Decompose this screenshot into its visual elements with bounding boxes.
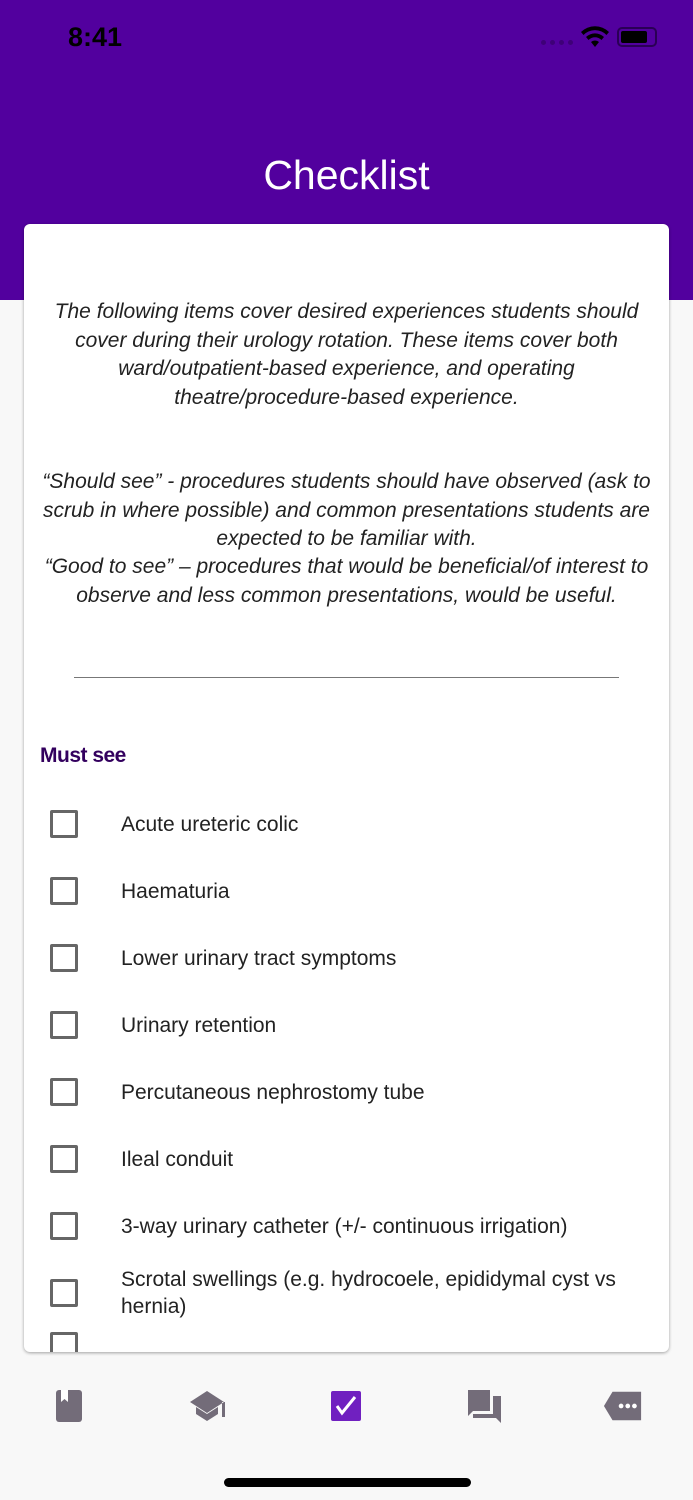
chat-icon: [467, 1389, 503, 1423]
divider: [74, 677, 619, 678]
signal-icon: [541, 40, 573, 45]
section-title: Must see: [40, 744, 126, 767]
more-icon: [603, 1390, 643, 1422]
tab-checklist[interactable]: [326, 1386, 366, 1426]
checkbox[interactable]: [50, 1078, 78, 1106]
checkbox[interactable]: [50, 1279, 78, 1307]
tab-more[interactable]: [603, 1386, 643, 1426]
checkbox[interactable]: [50, 1011, 78, 1039]
tab-discussion[interactable]: [465, 1386, 505, 1426]
checkbox[interactable]: [50, 944, 78, 972]
checklist-item[interactable]: [24, 861, 669, 921]
wifi-icon: [581, 26, 609, 48]
checklist-item-label: 3-way urinary catheter (+/- continuous irrigation): [121, 1214, 568, 1238]
checklist-item[interactable]: [24, 1129, 669, 1189]
checkbox[interactable]: [50, 1332, 78, 1352]
checklist-item-label: Scrotal swellings (e.g. hydrocoele, epididymal cyst vs hernia): [121, 1268, 616, 1318]
checklist-item[interactable]: [24, 995, 669, 1055]
intro-paragraph: The following items cover desired experiences students should cover during their urology rotation. These items cover both ward/outpatient-based experience, and operating theatre/procedure-based experience.: [54, 300, 639, 409]
book-icon: [55, 1389, 83, 1423]
home-indicator: [224, 1478, 471, 1487]
should-see-description: “Should see” - procedures students should have observed (ask to scrub in where possible) and common presentations students are expected to be familiar with.: [42, 470, 651, 550]
tab-book[interactable]: [49, 1386, 89, 1426]
checklist-item-label: Lower urinary tract symptoms: [121, 946, 397, 970]
checklist-item-label: Urinary retention: [121, 1013, 277, 1037]
checkbox[interactable]: [50, 1212, 78, 1240]
checklist-item[interactable]: [24, 928, 669, 988]
graduation-cap-icon: [189, 1390, 227, 1422]
tab-learning[interactable]: [188, 1386, 228, 1426]
page-title: Checklist: [263, 152, 430, 198]
checklist-item[interactable]: [24, 1062, 669, 1122]
checklist-icon: [330, 1390, 362, 1422]
checkbox[interactable]: [50, 1145, 78, 1173]
status-time: 8:41: [68, 22, 123, 52]
checklist-card: [24, 224, 669, 1352]
checklist-item-label: Acute ureteric colic: [121, 812, 299, 836]
checklist-item[interactable]: [24, 1196, 669, 1256]
checklist-item-label: Haematuria: [121, 879, 230, 903]
checklist-item[interactable]: [24, 794, 669, 854]
checklist-item-label: Ileal conduit: [121, 1147, 234, 1171]
battery-icon: [617, 27, 657, 47]
checklist-item[interactable]: [24, 1263, 669, 1323]
checkbox[interactable]: [50, 810, 78, 838]
good-to-see-description: “Good to see” – procedures that would be beneficial/of interest to observe and less common presentations, would be useful.: [44, 555, 649, 607]
status-icons: [541, 26, 657, 48]
checklist-item-label: Percutaneous nephrostomy tube: [121, 1080, 425, 1104]
checkbox[interactable]: [50, 877, 78, 905]
checklist-item-partial[interactable]: [24, 1316, 669, 1352]
